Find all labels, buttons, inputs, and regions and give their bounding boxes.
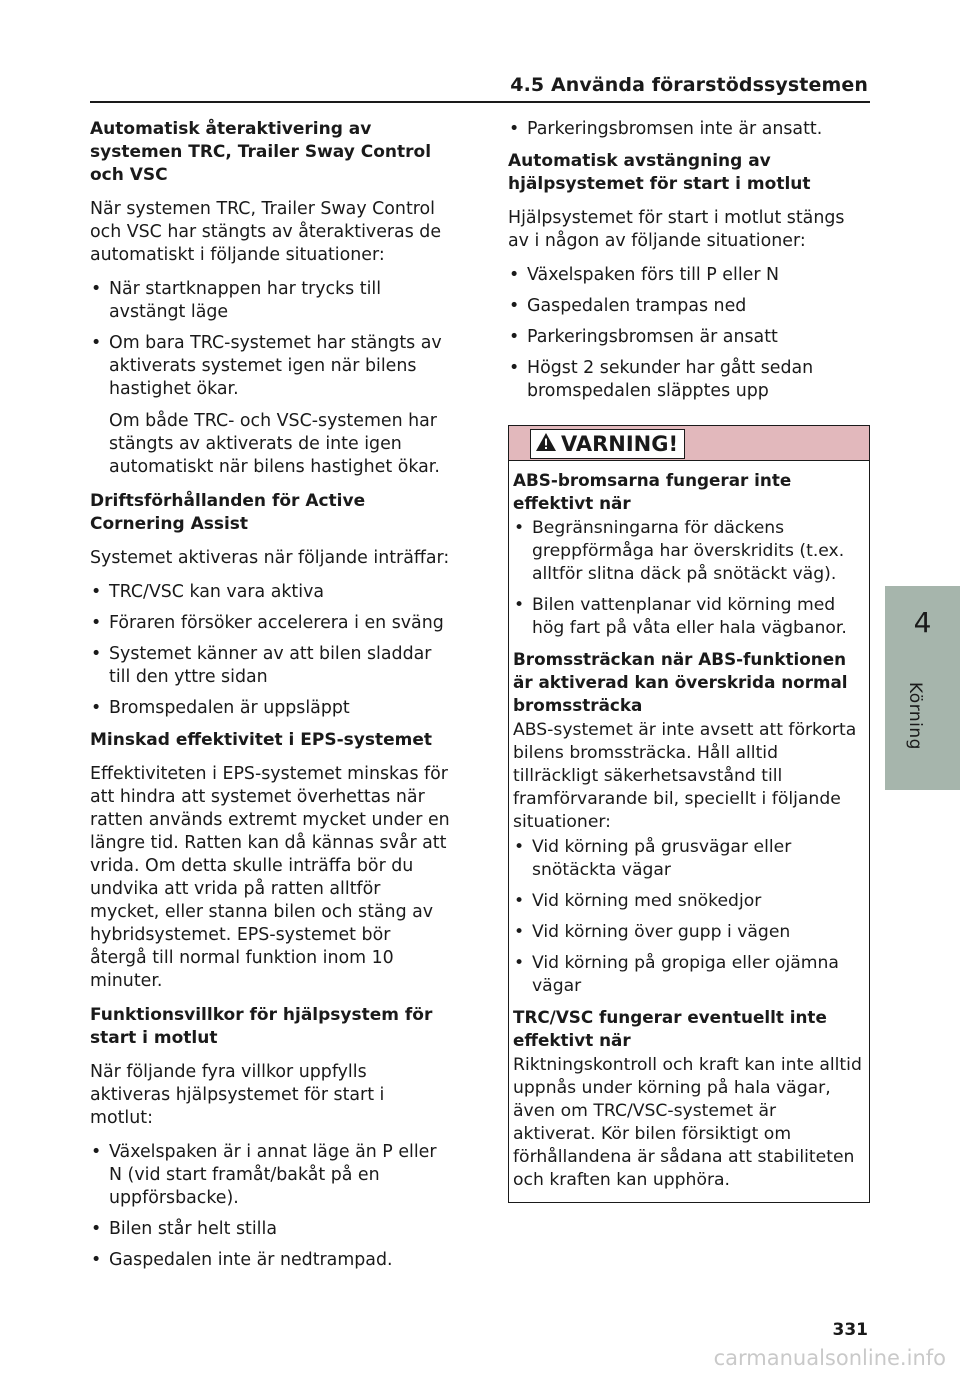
list-item: • Gaspedalen inte är nedtrampad. <box>90 1249 450 1272</box>
list-item: • Vid körning med snökedjor <box>513 890 863 913</box>
list-item: • TRC/VSC kan vara aktiva <box>90 581 450 604</box>
bullet-list <box>508 264 870 403</box>
list-item: • Högst 2 sekunder har gått sedan bromspedalen släpptes upp <box>508 357 870 403</box>
watermark: carmanualsonline.info <box>713 1346 946 1370</box>
paragraph: När systemen TRC, Trailer Sway Control och VSC har stängts av återaktiveras de automatiskt i följande situationer: <box>90 199 442 265</box>
list-item: • Systemet känner av att bilen sladdar till den yttre sidan <box>90 643 450 689</box>
section-header-title: 4.5 Använda förarstödssystemen <box>510 74 868 96</box>
list-item: • Om bara TRC-systemet har stängts av aktiverats systemet igen när bilens hastighet ökar. <box>90 332 450 401</box>
heading-auto-reactivation: Automatisk återaktivering av systemen TRC, Trailer Sway Control och VSC <box>90 119 432 185</box>
paragraph: Riktningskontroll och kraft kan inte alltid uppnås under körning på hala vägar, även om TRC/VSC-systemet är aktiverat. Kör bilen försiktigt om förhållandena är sådana att stabiliteten och kraften kan upphöra. <box>513 1055 862 1190</box>
left-column <box>90 118 450 1281</box>
heading-active-cornering-assist: Driftsförhållanden för Active Cornering Assist <box>90 491 366 534</box>
chapter-tab <box>885 586 960 790</box>
list-item: • Vid körning på gropiga eller ojämna vägar <box>513 952 863 998</box>
list-item: • Bilen vattenplanar vid körning med hög fart på våta eller hala vägbanor. <box>513 594 863 640</box>
list-item: • Begränsningarna för däckens greppförmåga har överskridits (t.ex. alltför slitna däck på snötäckt väg). <box>513 517 863 586</box>
warning-heading-abs: ABS-bromsarna fungerar inte effektivt när <box>513 470 792 513</box>
list-item: • Bilen står helt stilla <box>90 1218 450 1241</box>
list-item: • Vid körning på grusvägar eller snötäckta vägar <box>513 836 863 882</box>
bullet-list <box>90 278 450 401</box>
bullet-list <box>513 517 863 640</box>
list-item: • Bromspedalen är uppsläppt <box>90 697 450 720</box>
list-item: • Vid körning över gupp i vägen <box>513 921 863 944</box>
heading-hill-start-conditions: Funktionsvillkor för hjälpsystem för start i motlut <box>90 1005 433 1048</box>
warning-body <box>509 461 869 1202</box>
chapter-number: 4 <box>913 606 932 639</box>
bullet-list <box>90 581 450 720</box>
warning-label <box>530 429 685 459</box>
bullet-list <box>90 1141 450 1272</box>
warning-heading-braking-distance: Bromssträckan när ABS-funktionen är aktiverad kan överskrida normal bromssträcka <box>513 649 848 715</box>
list-item: • Parkeringsbromsen är ansatt <box>508 326 870 349</box>
paragraph: När följande fyra villkor uppfylls aktiveras hjälpsystemet för start i motlut: <box>90 1062 385 1128</box>
bullet-list <box>513 836 863 998</box>
paragraph: Effektiviteten i EPS-systemet minskas för att hindra att systemet överhettas när ratten används extremt mycket under en längre tid. Ratten kan då kännas svår att vrida. Om detta skulle inträffa bör du undvika att vrida på ratten alltför mycket, eller stanna bilen och stäng av hybridsystemet. EPS-systemet bör återgå till normal funktion inom 10 minuter. <box>90 764 450 991</box>
warning-triangle-icon <box>535 432 557 457</box>
list-item: • Växelspaken är i annat läge än P eller N (vid start framåt/bakåt på en uppförsbacke). <box>90 1141 450 1210</box>
chapter-label: Körning <box>905 682 925 750</box>
heading-hill-start-auto-off: Automatisk avstängning av hjälpsystemet för start i motlut <box>508 151 811 194</box>
warning-title: VARNING! <box>561 431 679 456</box>
list-item: • Parkeringsbromsen inte är ansatt. <box>508 118 870 141</box>
list-item-continuation: Om både TRC- och VSC-systemen har stängts av aktiverats de inte igen automatiskt när bilens hastighet ökar. <box>109 411 440 477</box>
list-item: • Föraren försöker accelerera i en sväng <box>90 612 450 635</box>
list-item: • Växelspaken förs till P eller N <box>508 264 870 287</box>
warning-heading-trc-vsc: TRC/VSC fungerar eventuellt inte effektivt när <box>513 1007 827 1050</box>
paragraph: ABS-systemet är inte avsett att förkorta bilens bromssträcka. Håll alltid tillräckligt säkerhetsavstånd till framförvarande bil, speciellt i följande situationer: <box>513 720 857 832</box>
page-number: 331 <box>832 1320 868 1340</box>
paragraph: Systemet aktiveras när följande inträffar: <box>90 548 450 568</box>
right-column <box>508 118 870 1203</box>
paragraph: Hjälpsystemet för start i motlut stängs av i någon av följande situationer: <box>508 208 845 251</box>
bullet-list <box>508 118 870 141</box>
header-divider <box>90 101 870 103</box>
warning-box <box>508 425 870 1203</box>
heading-eps-efficiency: Minskad effektivitet i EPS-systemet <box>90 730 432 750</box>
list-item: • Gaspedalen trampas ned <box>508 295 870 318</box>
list-item: • När startknappen har trycks till avstängt läge <box>90 278 450 324</box>
warning-header <box>509 426 869 461</box>
